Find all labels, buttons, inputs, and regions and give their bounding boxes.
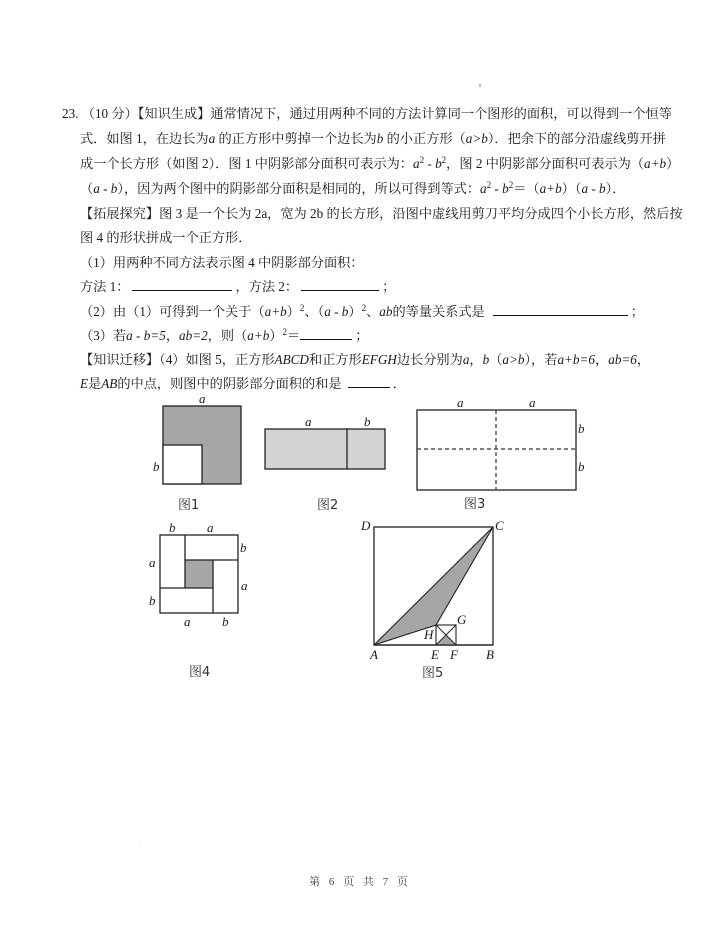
expr-a-plus-b: a+b: [247, 328, 270, 343]
question-points: （10 分）: [81, 106, 138, 121]
text: ，图 2 中阴影部分面积可表示为（: [446, 156, 644, 171]
fig5-point-h: H: [424, 627, 434, 642]
text: 图 3 是一个长为 2a，宽为 2b 的长方形，沿图中虚线用剪刀平均分成四个小长方形，然后按: [159, 206, 683, 221]
square-abcd: ABCD: [274, 352, 309, 367]
section-tag-transfer: 【知识迁移】: [80, 352, 160, 367]
figure-2-diagram: [265, 429, 385, 469]
text: ；: [382, 279, 396, 294]
exponent: 2: [508, 180, 514, 190]
exponent: 2: [361, 303, 367, 313]
text: 边长分别为: [396, 352, 463, 367]
fig4-label-right-a: a: [241, 578, 248, 593]
text: ，: [595, 352, 609, 367]
text: ）: [269, 328, 283, 343]
expr-a-minus-b: a - b: [324, 304, 349, 319]
figure-3-diagram: [417, 410, 576, 490]
fig3-label-b-bottom: b: [578, 459, 585, 474]
expr-a-minus-b: a - b: [93, 181, 118, 196]
fig4-label-bottom-b: b: [222, 614, 229, 629]
fig4-label-left-a: a: [149, 555, 156, 570]
expr-a-plus-b: a+b: [264, 304, 287, 319]
text: ），因为两个图中的阴影部分面积是相同的，所以可得到等式：: [117, 181, 481, 196]
condition: a>b: [465, 131, 488, 146]
page-footer: 第 6 页 共 7 页: [309, 876, 411, 888]
text: （: [489, 352, 503, 367]
text: ；: [630, 304, 644, 319]
exponent: 2: [282, 327, 288, 337]
method-2-label: ，方法 2：: [235, 279, 299, 294]
text: ）: [666, 156, 680, 171]
condition-ab: ab=6: [608, 352, 637, 367]
section-tag-knowledge-generation: 【知识生成】: [137, 106, 211, 121]
fig5-point-g: G: [457, 612, 467, 627]
fig5-point-e: E: [431, 647, 439, 662]
text: ；: [355, 328, 369, 343]
var-b: b: [502, 181, 509, 196]
text: ）．: [605, 181, 626, 196]
var-b: b: [435, 156, 442, 171]
fig4-label-top-a: a: [207, 520, 214, 535]
exponent: 2: [486, 180, 492, 190]
var-b: b: [376, 131, 384, 146]
minus: -: [491, 181, 503, 196]
part-4: 【知识迁移】（4）如图 5，正方形ABCD和正方形EFGH边长分别为a，b（a>b），若a+b=6，ab=6，: [80, 352, 651, 367]
text: 、: [366, 304, 380, 319]
fig5-caption: 图5: [422, 666, 444, 681]
exponent: 2: [441, 155, 447, 165]
text: 式．如图 1，在边长为: [80, 131, 209, 146]
figure-1-diagram: [163, 406, 241, 484]
fig3-label-a-left: a: [457, 395, 464, 410]
var-a: a: [462, 352, 470, 367]
fig4-label-bottom-a: a: [184, 614, 191, 629]
fig2-label-b: b: [364, 414, 371, 429]
point-e: E: [80, 376, 89, 391]
figure-4-diagram: [160, 535, 238, 613]
expr-a-minus-b: a - b: [581, 181, 606, 196]
method-1-label: 方法 1：: [80, 279, 130, 294]
text: 是: [88, 376, 102, 391]
var-a: a: [412, 156, 420, 171]
expr-a-plus-b: a+b: [539, 181, 562, 196]
exponent: 2: [419, 155, 425, 165]
text: （3）若: [80, 328, 127, 343]
fig5-point-b: B: [486, 647, 494, 662]
fig3-label-b-top: b: [578, 421, 585, 436]
fig2-label-a: a: [305, 414, 312, 429]
text: ＝: [287, 328, 301, 343]
expr-ab: ab: [379, 304, 393, 319]
fig4-label-left-b: b: [149, 593, 156, 608]
text: ，: [636, 352, 651, 367]
condition: a>b: [502, 352, 525, 367]
condition-ab: ab=2: [179, 328, 208, 343]
condition-a-plus-b: a+b=6: [557, 352, 596, 367]
question-text: 通常情况下，通过用两种不同的方法计算同一个图形的面积，可以得到一个恒等: [210, 106, 672, 121]
expr-a-plus-b: a+b: [643, 156, 667, 171]
text: ）: [286, 304, 300, 319]
fig5-point-c: C: [495, 518, 504, 533]
segment-ab: AB: [101, 376, 118, 391]
text: 、（: [304, 304, 325, 319]
text: （: [80, 181, 94, 196]
text: 图 4 的形状拼成一个正方形．: [80, 230, 252, 245]
fig1-caption: 图1: [178, 498, 200, 513]
text: ）（: [561, 181, 582, 196]
text: 的中点，则图中的阴影部分面积的和是: [117, 376, 342, 391]
fig2-caption: 图2: [317, 498, 339, 513]
condition-a-minus-b: a - b=5: [126, 328, 166, 343]
fig3-label-a-right: a: [529, 395, 536, 410]
fig5-point-d: D: [361, 518, 371, 533]
exponent: 2: [299, 303, 305, 313]
fig4-label-right-b: b: [240, 540, 247, 555]
fig1-side-a-label: a: [199, 391, 206, 406]
fig3-caption: 图3: [464, 497, 486, 512]
text: ．: [392, 376, 406, 391]
fig4-caption: 图4: [189, 665, 211, 680]
question-number: 23.: [62, 106, 79, 121]
fig4-label-top-b: b: [169, 520, 176, 535]
text: 的正方形中剪掉一个边长为: [218, 131, 377, 146]
var-a: a: [480, 181, 487, 196]
text: ，: [165, 328, 180, 343]
square-efgh: EFGH: [361, 352, 397, 367]
figure-5-diagram: [374, 527, 493, 645]
fig1-side-b-label: b: [153, 459, 160, 474]
minus: -: [424, 156, 436, 171]
text: ＝（: [513, 181, 540, 196]
text: （1）用两种不同方法表示图 4 中阴影部分面积：: [80, 255, 364, 270]
text: 成一个长方形（如图 2）．图 1 中阴影部分面积可表示为：: [80, 156, 413, 171]
section-tag-extension: 【拓展探究】: [80, 206, 160, 221]
fig5-point-a: A: [370, 647, 378, 662]
text: 和正方形: [308, 352, 362, 367]
text: 的小正方形（: [386, 131, 466, 146]
fig5-point-f: F: [450, 647, 458, 662]
text: ）: [348, 304, 362, 319]
text: ，则（: [207, 328, 248, 343]
text: 的等量关系式是: [392, 304, 485, 319]
text: （2）由（1）可得到一个关于（: [80, 304, 265, 319]
text: ），若: [524, 352, 558, 367]
text: （4）如图 5，正方形: [159, 352, 275, 367]
var-a: a: [208, 131, 216, 146]
text: ）．把余下的部分沿虚线剪开拼: [487, 131, 666, 146]
var-b: b: [482, 352, 490, 367]
